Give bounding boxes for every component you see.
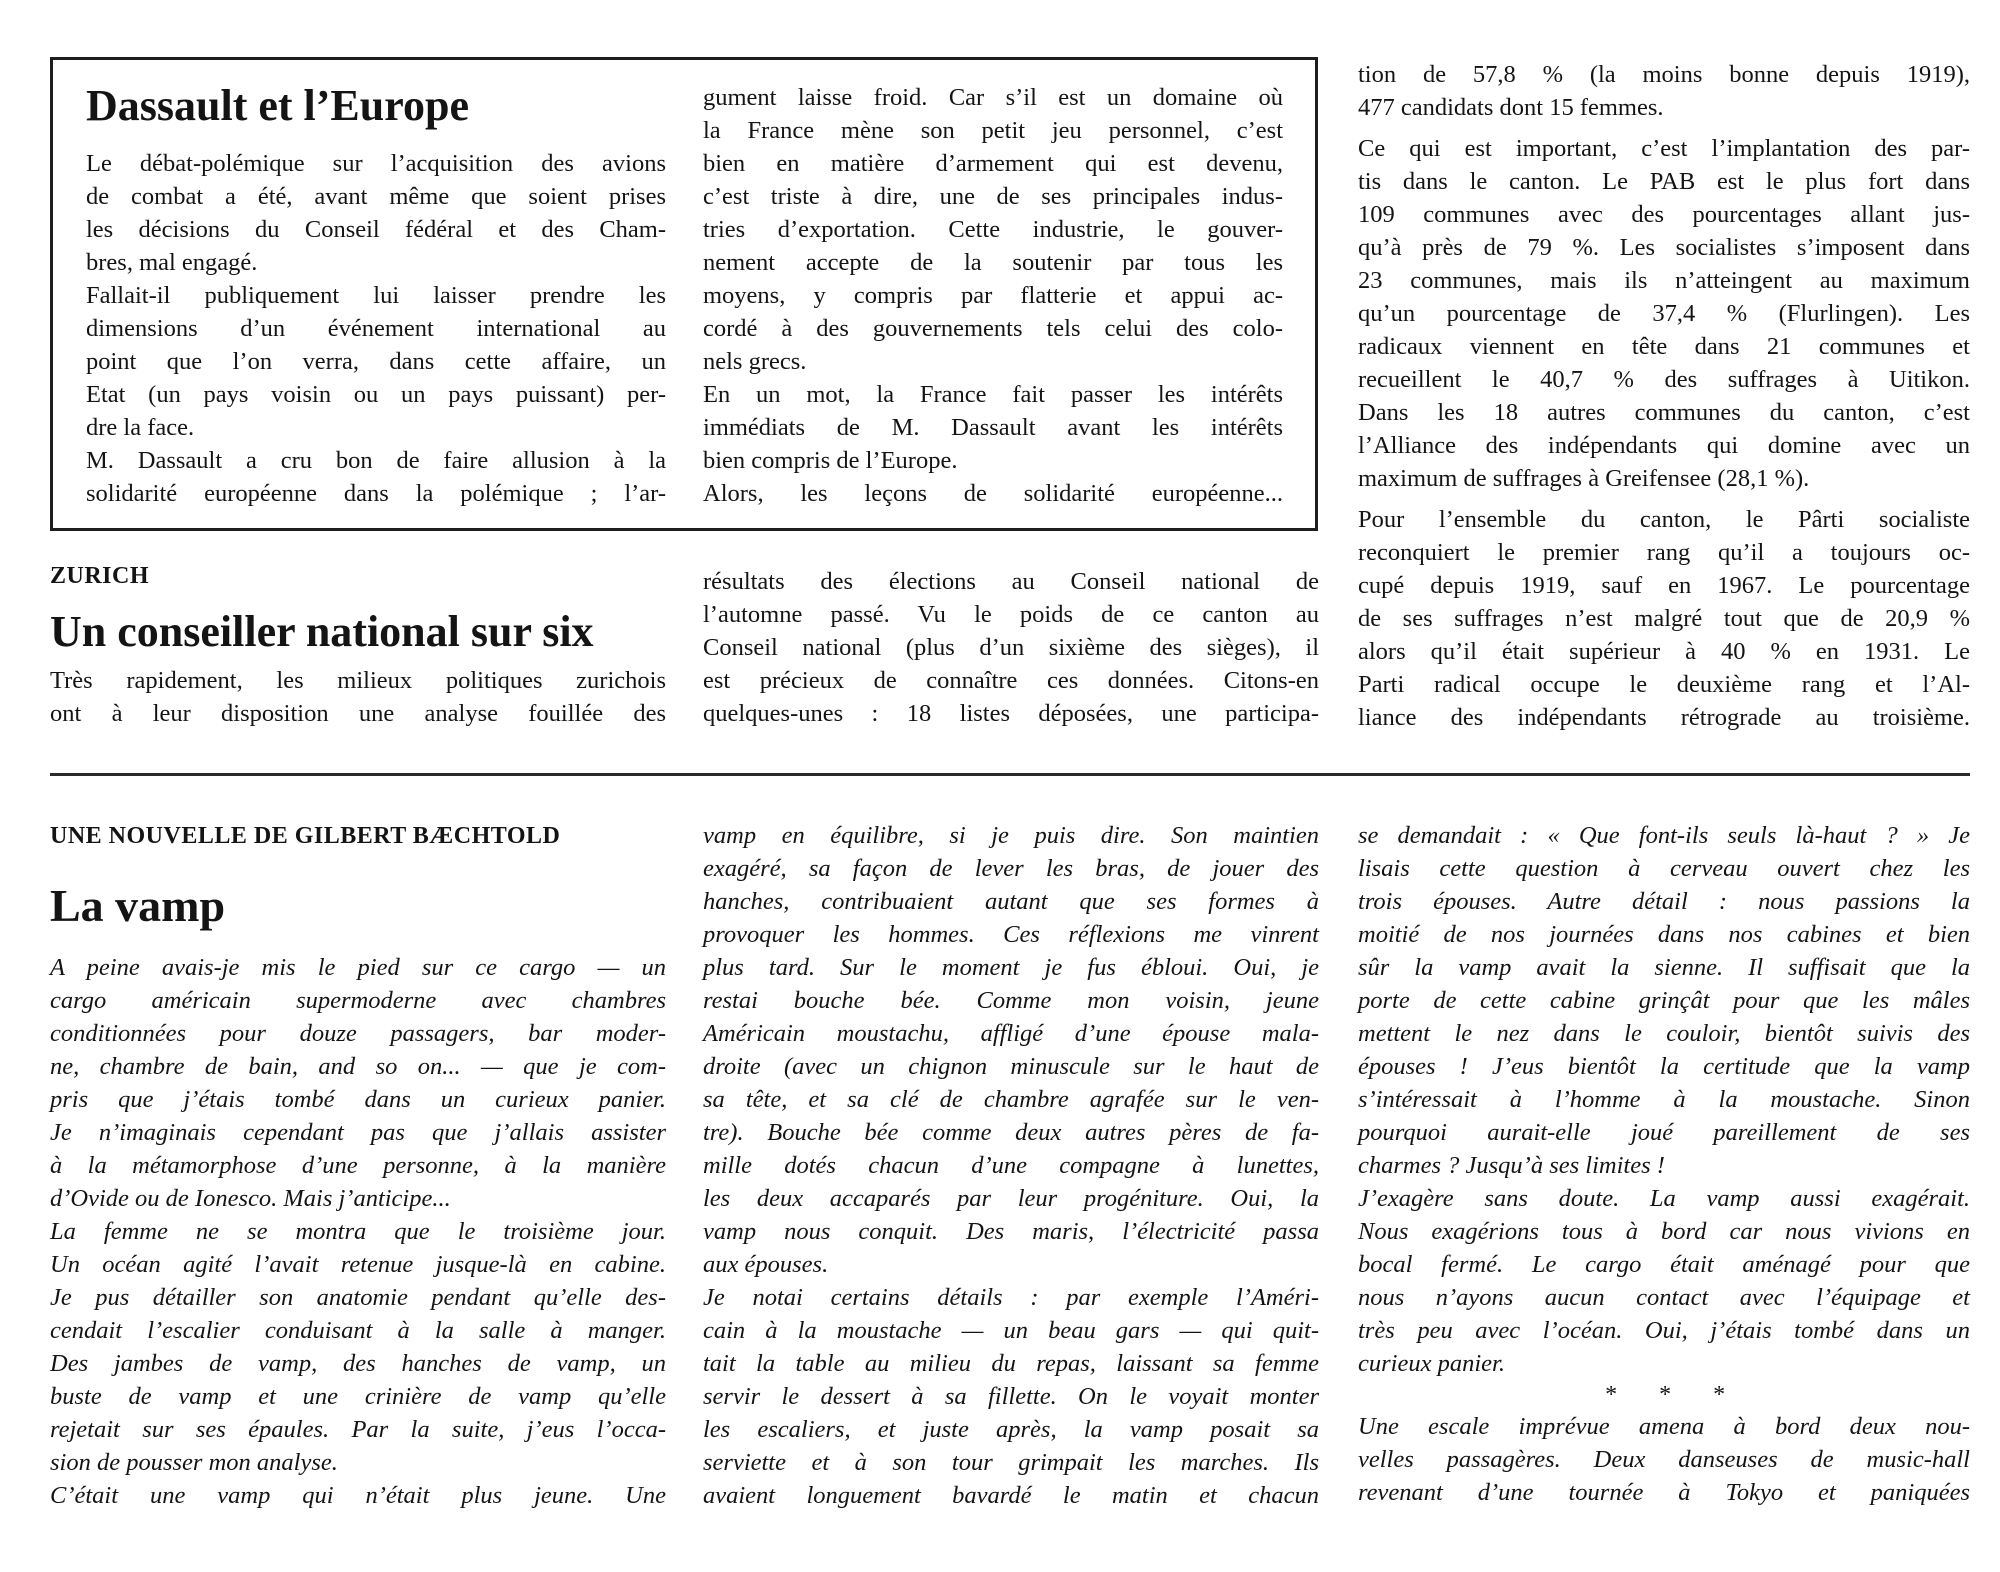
- text-line: nement accepte de la soutenir par tous les: [703, 249, 1283, 276]
- text-line: bien en matière d’armement qui est devenu,: [703, 150, 1283, 177]
- text-line: Des jambes de vamp, des hanches de vamp, un: [50, 1350, 666, 1377]
- text-line: solidarité européenne dans la polémique ; l’ar-: [86, 480, 666, 507]
- text-line: dre la face.: [86, 414, 195, 441]
- text-line: qu’à près de 79 %. Les socialistes s’imposent dans: [1358, 234, 1970, 261]
- text-line: 109 communes avec des pourcentages allant jus-: [1358, 201, 1970, 228]
- text-line: dimensions d’un événement international au: [86, 315, 666, 342]
- text-line: tion de 57,8 % (la moins bonne depuis 1919),: [1358, 61, 1970, 88]
- text-line: plus tard. Sur le moment je fus ébloui. Oui, je: [703, 954, 1319, 981]
- text-line: C’était une vamp qui n’était plus jeune. Une: [50, 1482, 666, 1509]
- text-line: avaient longuement bavardé le matin et chacun: [703, 1482, 1319, 1509]
- text-line: Je n’imaginais cependant pas que j’allais assister: [50, 1119, 666, 1146]
- text-line: cain à la moustache — un beau gars — qui quit-: [703, 1317, 1319, 1344]
- text-line: cupé depuis 1919, sauf en 1967. Le pourcentage: [1358, 572, 1970, 599]
- text-line: bien compris de l’Europe.: [703, 447, 958, 474]
- text-line: mille dotés chacun d’une compagne à lunettes,: [703, 1152, 1319, 1179]
- text-line: cargo américain supermoderne avec chambres: [50, 987, 666, 1014]
- text-line: à la métamorphose d’une personne, à la manière: [50, 1152, 666, 1179]
- text-line: Alors, les leçons de solidarité européenne...: [703, 480, 1283, 507]
- text-line: Dans les 18 autres communes du canton, c’est: [1358, 399, 1970, 426]
- text-line: liance des indépendants rétrograde au troisième.: [1358, 704, 1970, 731]
- text-line: Je notai certains détails : par exemple l’Améri-: [703, 1284, 1319, 1311]
- text-line: curieux panier.: [1358, 1350, 1505, 1377]
- text-line: bres, mal engagé.: [86, 249, 258, 276]
- text-line: 477 candidats dont 15 femmes.: [1358, 94, 1664, 121]
- text-line: l’automne passé. Vu le poids de ce canton au: [703, 601, 1319, 628]
- text-line: charmes ? Jusqu’à ses limites !: [1358, 1152, 1665, 1179]
- text-line: ont à leur disposition une analyse fouillée des: [50, 700, 666, 727]
- text-line: très peu avec l’océan. Oui, j’étais tombé dans un: [1358, 1317, 1970, 1344]
- text-line: ne, chambre de bain, and so on... — que je com-: [50, 1053, 666, 1080]
- text-line: conditionnées pour douze passagers, bar moder-: [50, 1020, 666, 1047]
- vamp-headline: La vamp: [50, 880, 226, 931]
- text-line: Fallait-il publiquement lui laisser prendre les: [86, 282, 666, 309]
- text-line: lisais cette question à cerveau ouvert chez les: [1358, 855, 1970, 882]
- text-line: épouses ! J’eus bientôt la certitude que la vamp: [1358, 1053, 1970, 1080]
- zurich-column-2: [703, 565, 1319, 730]
- text-line: aux épouses.: [703, 1251, 829, 1278]
- text-line: moyens, y compris par flatterie et appui ac-: [703, 282, 1283, 309]
- text-line: servir le dessert à sa fillette. On le voyait monter: [703, 1383, 1319, 1410]
- text-line: serviette et à son tour grimpait les marches. Ils: [703, 1449, 1319, 1476]
- text-line: de ses suffrages n’est malgré tout que de 20,9 %: [1358, 605, 1970, 632]
- text-line: tis dans le canton. Le PAB est le plus fort dans: [1358, 168, 1970, 195]
- text-line: quelques-unes : 18 listes déposées, une participa-: [703, 700, 1319, 727]
- text-line: maximum de suffrages à Greifensee (28,1 %).: [1358, 465, 1810, 492]
- text-line: résultats des élections au Conseil national de: [703, 568, 1319, 595]
- text-line: pris que j’étais tombé dans un curieux panier.: [50, 1086, 666, 1113]
- text-line: mettent le nez dans le couloir, bientôt suivis des: [1358, 1020, 1970, 1047]
- vamp-column-2: [703, 819, 1319, 1512]
- text-line: alors qu’il était supérieur à 40 % en 1931. Le: [1358, 638, 1970, 665]
- text-line: vamp en équilibre, si je puis dire. Son maintien: [703, 822, 1319, 849]
- text-line: bocal fermé. Le cargo était aménagé pour que: [1358, 1251, 1970, 1278]
- text-line: les escaliers, et juste après, la vamp posait sa: [703, 1416, 1319, 1443]
- text-line: sion de pousser mon analyse.: [50, 1449, 338, 1476]
- text-line: pourquoi aurait-elle joué pareillement de ses: [1358, 1119, 1970, 1146]
- text-line: c’est triste à dire, une de ses principales indus-: [703, 183, 1283, 210]
- text-line: droite (avec un chignon minuscule sur le haut de: [703, 1053, 1319, 1080]
- zurich-kicker: ZURICH: [50, 563, 150, 589]
- text-line: Nous exagérions tous à bord car nous vivions en: [1358, 1218, 1970, 1245]
- text-line: sûr la vamp avait la sienne. Il suffisait que la: [1358, 954, 1970, 981]
- text-line: hanches, contribuaient autant que ses formes à: [703, 888, 1319, 915]
- text-line: se demandait : « Que font-ils seuls là-haut ? » Je: [1358, 822, 1970, 849]
- text-line: La femme ne se montra que le troisième jour.: [50, 1218, 666, 1245]
- text-line: restai bouche bée. Comme mon voisin, jeune: [703, 987, 1319, 1014]
- text-line: trois épouses. Autre détail : nous passions la: [1358, 888, 1970, 915]
- zurich-column-3: [1358, 58, 1970, 734]
- text-line: tre). Bouche bée comme deux autres pères de fa-: [703, 1119, 1319, 1146]
- section-divider: [50, 773, 1970, 776]
- text-line: les deux accaparés par leur progéniture. Oui, la: [703, 1185, 1319, 1212]
- dassault-column-2: [703, 81, 1283, 510]
- text-line: s’intéressait à l’homme à la moustache. Sinon: [1358, 1086, 1970, 1113]
- text-line: A peine avais-je mis le pied sur ce cargo — un: [50, 954, 666, 981]
- text-line: gument laisse froid. Car s’il est un domaine où: [703, 84, 1283, 111]
- text-line: Le débat-polémique sur l’acquisition des avions: [86, 150, 666, 177]
- text-line: les décisions du Conseil fédéral et des Cham-: [86, 216, 666, 243]
- text-line: J’exagère sans doute. La vamp aussi exagérait.: [1358, 1185, 1970, 1212]
- text-line: d’Ovide ou de Ionesco. Mais j’anticipe...: [50, 1185, 451, 1212]
- dassault-headline: Dassault et l’Europe: [86, 81, 469, 130]
- text-line: cendait l’escalier conduisant à la salle à manger.: [50, 1317, 666, 1344]
- dassault-column-1: [86, 147, 666, 510]
- text-line: Je pus détailler son anatomie pendant qu’elle des-: [50, 1284, 666, 1311]
- text-line: tries d’exportation. Cette industrie, le gouver-: [703, 216, 1283, 243]
- text-line: velles passagères. Deux danseuses de music-hall: [1358, 1446, 1970, 1473]
- text-line: Pour l’ensemble du canton, le Pârti socialiste: [1358, 506, 1970, 533]
- section-separator-stars: * * *: [1604, 1382, 1742, 1408]
- text-line: nels grecs.: [703, 348, 807, 375]
- text-line: provoquer les hommes. Ces réflexions me vinrent: [703, 921, 1319, 948]
- text-line: exagéré, sa façon de lever les bras, de jouer des: [703, 855, 1319, 882]
- text-line: Parti radical occupe le deuxième rang et l’Al-: [1358, 671, 1970, 698]
- text-line: porte de cette cabine grinçât pour que les mâles: [1358, 987, 1970, 1014]
- text-line: Conseil national (plus d’un sixième des sièges), il: [703, 634, 1319, 661]
- zurich-column-1: [50, 664, 666, 730]
- text-line: sa tête, et sa clé de chambre agrafée sur le ven-: [703, 1086, 1319, 1113]
- text-line: Ce qui est important, c’est l’implantation des par-: [1358, 135, 1970, 162]
- text-line: moitié de nos journées dans nos cabines et bien: [1358, 921, 1970, 948]
- text-line: recueillent le 40,7 % des suffrages à Uitikon.: [1358, 366, 1970, 393]
- text-line: Américain moustachu, affligé d’une épouse mala-: [703, 1020, 1319, 1047]
- text-line: En un mot, la France fait passer les intérêts: [703, 381, 1283, 408]
- text-line: Une escale imprévue amena à bord deux nou-: [1358, 1413, 1970, 1440]
- zurich-headline: Un conseiller national sur six: [50, 607, 594, 656]
- text-line: radicaux viennent en tête dans 21 communes et: [1358, 333, 1970, 360]
- text-line: cordé à des gouvernements tels celui des colo-: [703, 315, 1283, 342]
- text-line: qu’un pourcentage de 37,4 % (Flurlingen). Les: [1358, 300, 1970, 327]
- text-line: la France mène son petit jeu personnel, c’est: [703, 117, 1283, 144]
- text-line: tait la table au milieu du repas, laissant sa femme: [703, 1350, 1319, 1377]
- text-line: Un océan agité l’avait retenue jusque-là en cabine.: [50, 1251, 666, 1278]
- text-line: rejetait sur ses épaules. Par la suite, j’eus l’occa-: [50, 1416, 666, 1443]
- vamp-kicker: UNE NOUVELLE DE GILBERT BÆCHTOLD: [50, 823, 561, 849]
- text-line: 23 communes, mais ils n’atteingent au maximum: [1358, 267, 1970, 294]
- text-line: buste de vamp et une crinière de vamp qu’elle: [50, 1383, 666, 1410]
- text-line: est précieux de connaître ces données. Citons-en: [703, 667, 1319, 694]
- text-line: revenant d’une tournée à Tokyo et paniquées: [1358, 1479, 1970, 1506]
- text-line: immédiats de M. Dassault avant les intérêts: [703, 414, 1283, 441]
- text-line: reconquiert le premier rang qu’il a toujours oc-: [1358, 539, 1970, 566]
- text-line: point que l’on verra, dans cette affaire, un: [86, 348, 666, 375]
- text-line: Très rapidement, les milieux politiques zurichois: [50, 667, 666, 694]
- text-line: l’Alliance des indépendants qui domine avec un: [1358, 432, 1970, 459]
- text-line: de combat a été, avant même que soient prises: [86, 183, 666, 210]
- text-line: nous n’ayons aucun contact avec l’équipage et: [1358, 1284, 1970, 1311]
- vamp-column-1: [50, 951, 666, 1512]
- vamp-column-3: [1358, 819, 1970, 1509]
- text-line: vamp nous conquit. Des maris, l’électricité passa: [703, 1218, 1319, 1245]
- text-line: Etat (un pays voisin ou un pays puissant) per-: [86, 381, 666, 408]
- text-line: M. Dassault a cru bon de faire allusion à la: [86, 447, 666, 474]
